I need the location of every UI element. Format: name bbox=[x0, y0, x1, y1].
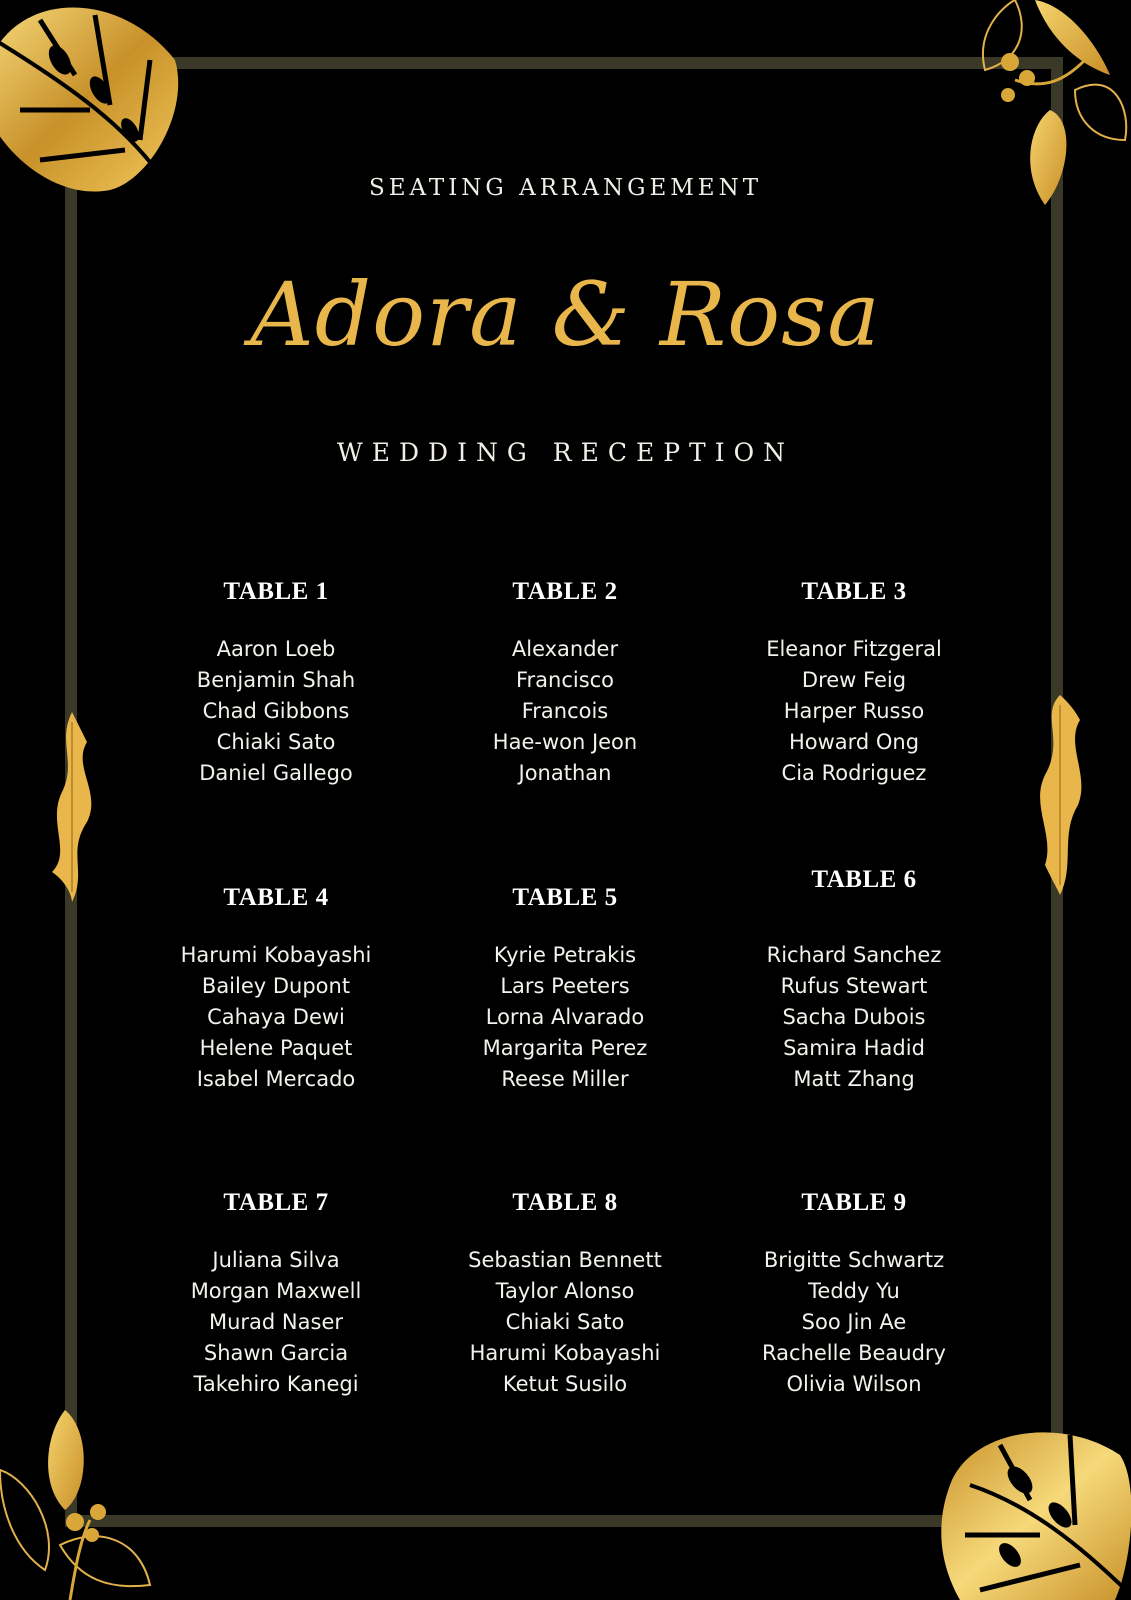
guest-name: Shawn Garcia bbox=[203, 1341, 349, 1365]
guest-name: Rufus Stewart bbox=[780, 974, 928, 998]
guest-name: Francisco bbox=[515, 668, 615, 692]
guest-list bbox=[415, 940, 715, 1095]
table-title: TABLE 5 bbox=[512, 884, 618, 911]
table-title: TABLE 1 bbox=[223, 578, 329, 605]
guest-name: Sebastian Bennett bbox=[468, 1248, 662, 1272]
table-card bbox=[704, 866, 1004, 1095]
guest-name: Teddy Yu bbox=[808, 1279, 900, 1303]
table-card bbox=[704, 1189, 1004, 1400]
guest-list bbox=[126, 634, 426, 789]
guest-name: Ketut Susilo bbox=[502, 1372, 628, 1396]
guest-name: Lars Peeters bbox=[500, 974, 630, 998]
guest-name: Sacha Dubois bbox=[782, 1005, 926, 1029]
guest-name: Hae-won Jeon bbox=[492, 730, 638, 754]
guest-name: Harper Russo bbox=[783, 699, 925, 723]
table-card bbox=[704, 578, 1004, 789]
couple-names: Adora & Rosa bbox=[250, 263, 881, 366]
gold-leaf-icon bbox=[1030, 695, 1090, 895]
guest-list bbox=[704, 1245, 1004, 1400]
table-card bbox=[126, 1189, 426, 1400]
table-card bbox=[415, 578, 715, 789]
table-title: TABLE 3 bbox=[801, 578, 907, 605]
table-title: TABLE 2 bbox=[512, 578, 618, 605]
monstera-leaf-icon bbox=[0, 0, 200, 200]
guest-list bbox=[415, 1245, 715, 1400]
guest-name: Howard Ong bbox=[788, 730, 920, 754]
guest-name: Kyrie Petrakis bbox=[493, 943, 637, 967]
guest-name: Samira Hadid bbox=[783, 1036, 925, 1060]
guest-name: Lorna Alvarado bbox=[485, 1005, 645, 1029]
monstera-leaf-icon bbox=[940, 1425, 1131, 1600]
gold-leaf-icon bbox=[42, 712, 102, 902]
guest-name: Cahaya Dewi bbox=[207, 1005, 345, 1029]
guest-name: Chad Gibbons bbox=[202, 699, 350, 723]
event-subtitle: WEDDING RECEPTION bbox=[337, 438, 794, 467]
table-card bbox=[126, 578, 426, 789]
guest-list bbox=[126, 1245, 426, 1400]
table-card bbox=[415, 1189, 715, 1400]
guest-name: Harumi Kobayashi bbox=[469, 1341, 661, 1365]
guest-name: Jonathan bbox=[518, 761, 612, 785]
guest-name: Drew Feig bbox=[801, 668, 907, 692]
guest-list bbox=[704, 940, 1004, 1095]
table-card bbox=[415, 884, 715, 1095]
table-title: TABLE 7 bbox=[223, 1189, 329, 1216]
guest-name: Richard Sanchez bbox=[766, 943, 942, 967]
guest-name: Rachelle Beaudry bbox=[762, 1341, 946, 1365]
guest-name: Alexander bbox=[511, 637, 619, 661]
guest-list bbox=[126, 940, 426, 1095]
guest-name: Murad Naser bbox=[208, 1310, 343, 1334]
guest-name: Soo Jin Ae bbox=[801, 1310, 907, 1334]
guest-name: Chiaki Sato bbox=[505, 1310, 625, 1334]
guest-name: Olivia Wilson bbox=[786, 1372, 922, 1396]
guest-name: Juliana Silva bbox=[212, 1248, 340, 1272]
table-card bbox=[126, 884, 426, 1095]
table-title: TABLE 4 bbox=[223, 884, 329, 911]
guest-list bbox=[704, 634, 1004, 789]
guest-name: Cia Rodriguez bbox=[781, 761, 927, 785]
guest-name: Takehiro Kanegi bbox=[193, 1372, 359, 1396]
guest-name: Reese Miller bbox=[501, 1067, 629, 1091]
guest-name: Chiaki Sato bbox=[216, 730, 336, 754]
eyebrow-title: SEATING ARRANGEMENT bbox=[368, 175, 763, 201]
branch-leaf-icon bbox=[0, 1410, 160, 1600]
guest-name: Eleanor Fitzgeral bbox=[766, 637, 942, 661]
guest-name: Taylor Alonso bbox=[495, 1279, 635, 1303]
guest-name: Benjamin Shah bbox=[196, 668, 356, 692]
guest-name: Margarita Perez bbox=[482, 1036, 648, 1060]
guest-name: Morgan Maxwell bbox=[190, 1279, 362, 1303]
guest-name: Daniel Gallego bbox=[199, 761, 353, 785]
guest-name: Matt Zhang bbox=[793, 1067, 915, 1091]
table-title: TABLE 6 bbox=[811, 866, 917, 893]
guest-name: Francois bbox=[521, 699, 609, 723]
guest-list bbox=[415, 634, 715, 789]
guest-name: Bailey Dupont bbox=[201, 974, 351, 998]
guest-name: Helene Paquet bbox=[199, 1036, 353, 1060]
guest-name: Aaron Loeb bbox=[216, 637, 336, 661]
guest-name: Harumi Kobayashi bbox=[180, 943, 372, 967]
table-title: TABLE 8 bbox=[512, 1189, 618, 1216]
guest-name: Brigitte Schwartz bbox=[763, 1248, 945, 1272]
guest-name: Isabel Mercado bbox=[196, 1067, 356, 1091]
table-title: TABLE 9 bbox=[801, 1189, 907, 1216]
